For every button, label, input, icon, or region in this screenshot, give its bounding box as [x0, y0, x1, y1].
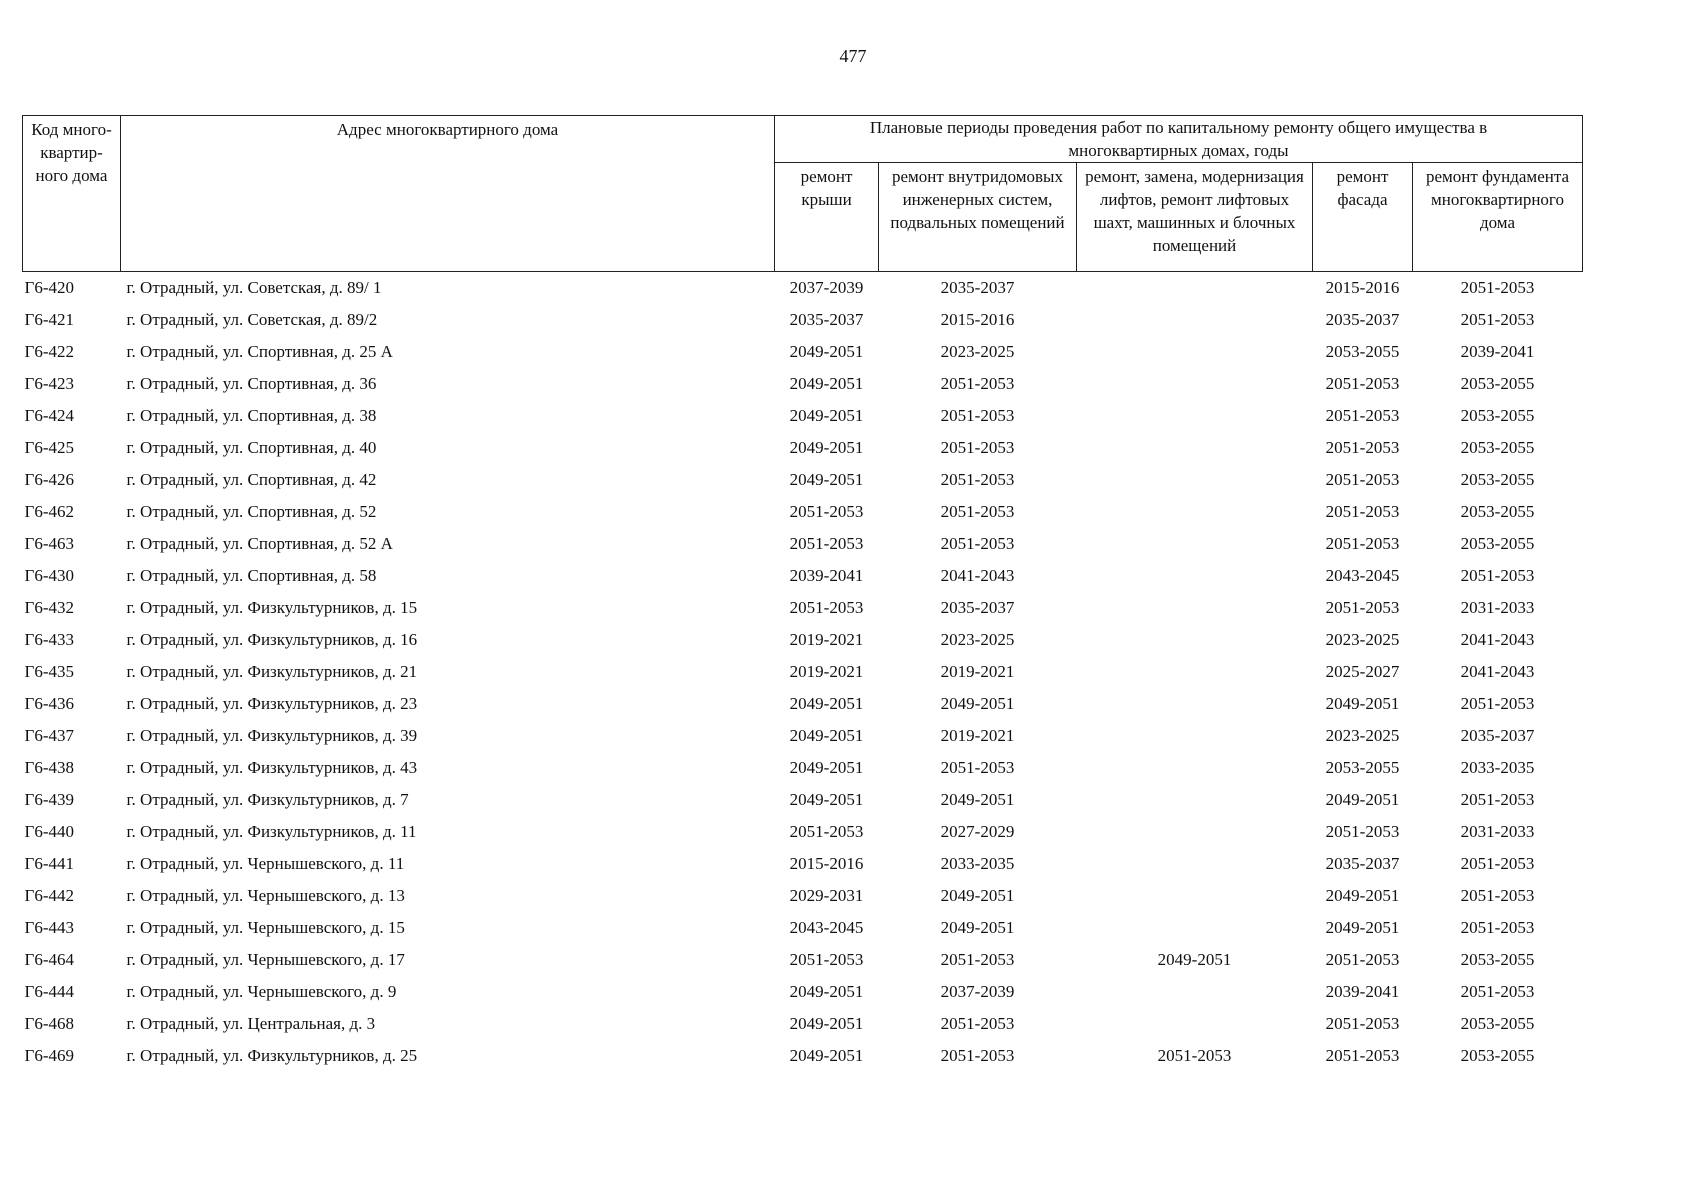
- cell-roof: 2049-2051: [789, 1014, 864, 1033]
- table-row: [23, 464, 1583, 496]
- cell-roof: 2049-2051: [789, 470, 864, 489]
- cell-facade: 2035-2037: [1325, 310, 1400, 329]
- cell-lifts: 2051-2053: [1157, 1046, 1232, 1065]
- cell-roof: 2051-2053: [789, 534, 864, 553]
- cell-facade: 2049-2051: [1325, 694, 1400, 713]
- cell-lifts: [1077, 1008, 1313, 1040]
- cell-foundation: 2053-2055: [1460, 1014, 1535, 1033]
- cell-foundation: 2053-2055: [1460, 502, 1535, 521]
- cell-roof: 2049-2051: [789, 374, 864, 393]
- header-periods: Плановые периоды проведения работ по капитальному ремонту общего имущества в многоквартирных домах, годы: [775, 116, 1583, 163]
- page-number: 477: [839, 46, 867, 66]
- cell-code: Г6-463: [24, 534, 74, 553]
- cell-engineering: 2041-2043: [940, 566, 1015, 585]
- cell-code: Г6-423: [24, 374, 74, 393]
- table-row: [23, 400, 1583, 432]
- cell-lifts: [1077, 272, 1313, 305]
- cell-foundation: 2051-2053: [1460, 694, 1535, 713]
- cell-code: Г6-462: [24, 502, 74, 521]
- cell-code: Г6-426: [24, 470, 74, 489]
- header-address: Адрес многоквартирного дома: [121, 116, 775, 272]
- cell-roof: 2049-2051: [789, 982, 864, 1001]
- cell-facade: 2051-2053: [1325, 406, 1400, 425]
- cell-code: Г6-432: [24, 598, 74, 617]
- cell-address: г. Отрадный, ул. Спортивная, д. 25 А: [126, 342, 393, 361]
- cell-code: Г6-421: [24, 310, 74, 329]
- cell-address: г. Отрадный, ул. Чернышевского, д. 9: [126, 982, 397, 1001]
- cell-roof: 2039-2041: [789, 566, 864, 585]
- repair-schedule-table: [22, 115, 1583, 1072]
- cell-lifts: 2049-2051: [1157, 950, 1232, 969]
- cell-engineering: 2035-2037: [940, 598, 1015, 617]
- table-row: [23, 656, 1583, 688]
- cell-lifts: [1077, 912, 1313, 944]
- table-row: [23, 560, 1583, 592]
- cell-roof: 2049-2051: [789, 406, 864, 425]
- cell-roof: 2019-2021: [789, 630, 864, 649]
- cell-lifts: [1077, 560, 1313, 592]
- cell-lifts: [1077, 432, 1313, 464]
- table-row: [23, 432, 1583, 464]
- cell-engineering: 2035-2037: [940, 278, 1015, 297]
- cell-facade: 2051-2053: [1325, 438, 1400, 457]
- cell-address: г. Отрадный, ул. Физкультурников, д. 25: [126, 1046, 418, 1065]
- cell-lifts: [1077, 816, 1313, 848]
- cell-lifts: [1077, 304, 1313, 336]
- cell-address: г. Отрадный, ул. Физкультурников, д. 7: [126, 790, 409, 809]
- cell-foundation: 2053-2055: [1460, 406, 1535, 425]
- table-row: [23, 496, 1583, 528]
- cell-lifts: [1077, 464, 1313, 496]
- cell-facade: 2039-2041: [1325, 982, 1400, 1001]
- cell-engineering: 2019-2021: [940, 662, 1015, 681]
- cell-lifts: [1077, 848, 1313, 880]
- table-row: [23, 944, 1583, 976]
- cell-lifts: [1077, 624, 1313, 656]
- table-header: [23, 116, 1583, 272]
- cell-lifts: [1077, 688, 1313, 720]
- cell-facade: 2053-2055: [1325, 342, 1400, 361]
- cell-code: Г6-439: [24, 790, 74, 809]
- table-row: [23, 816, 1583, 848]
- cell-foundation: 2053-2055: [1460, 374, 1535, 393]
- cell-address: г. Отрадный, ул. Спортивная, д. 52: [126, 502, 377, 521]
- cell-foundation: 2051-2053: [1460, 790, 1535, 809]
- cell-lifts: [1077, 400, 1313, 432]
- cell-code: Г6-436: [24, 694, 74, 713]
- cell-foundation: 2031-2033: [1460, 598, 1535, 617]
- cell-code: Г6-433: [24, 630, 74, 649]
- cell-foundation: 2051-2053: [1460, 886, 1535, 905]
- cell-foundation: 2051-2053: [1460, 982, 1535, 1001]
- cell-engineering: 2051-2053: [940, 406, 1015, 425]
- table-row: [23, 304, 1583, 336]
- cell-engineering: 2049-2051: [940, 694, 1015, 713]
- cell-address: г. Отрадный, ул. Центральная, д. 3: [126, 1014, 376, 1033]
- cell-roof: 2049-2051: [789, 438, 864, 457]
- cell-foundation: 2053-2055: [1460, 438, 1535, 457]
- cell-code: Г6-440: [24, 822, 74, 841]
- cell-engineering: 2051-2053: [940, 470, 1015, 489]
- cell-foundation: 2041-2043: [1460, 662, 1535, 681]
- cell-foundation: 2053-2055: [1460, 534, 1535, 553]
- cell-roof: 2049-2051: [789, 1046, 864, 1065]
- cell-engineering: 2037-2039: [940, 982, 1015, 1001]
- cell-roof: 2029-2031: [789, 886, 864, 905]
- cell-foundation: 2031-2033: [1460, 822, 1535, 841]
- cell-lifts: [1077, 368, 1313, 400]
- cell-roof: 2049-2051: [789, 790, 864, 809]
- cell-address: г. Отрадный, ул. Чернышевского, д. 15: [126, 918, 405, 937]
- table-body: [23, 272, 1583, 1073]
- cell-facade: 2023-2025: [1325, 630, 1400, 649]
- cell-engineering: 2049-2051: [940, 918, 1015, 937]
- cell-address: г. Отрадный, ул. Спортивная, д. 58: [126, 566, 377, 585]
- header-roof: ремонт крыши: [775, 163, 879, 272]
- table-row: [23, 688, 1583, 720]
- cell-engineering: 2049-2051: [940, 790, 1015, 809]
- cell-address: г. Отрадный, ул. Спортивная, д. 36: [126, 374, 377, 393]
- cell-lifts: [1077, 880, 1313, 912]
- cell-roof: 2049-2051: [789, 694, 864, 713]
- table-row: [23, 848, 1583, 880]
- cell-code: Г6-420: [24, 278, 74, 297]
- cell-engineering: 2051-2053: [940, 950, 1015, 969]
- cell-foundation: 2033-2035: [1460, 758, 1535, 777]
- cell-facade: 2053-2055: [1325, 758, 1400, 777]
- cell-engineering: 2051-2053: [940, 374, 1015, 393]
- cell-foundation: 2051-2053: [1460, 918, 1535, 937]
- cell-lifts: [1077, 976, 1313, 1008]
- cell-facade: 2049-2051: [1325, 790, 1400, 809]
- cell-roof: 2051-2053: [789, 502, 864, 521]
- cell-code: Г6-425: [24, 438, 74, 457]
- cell-engineering: 2051-2053: [940, 502, 1015, 521]
- cell-foundation: 2051-2053: [1460, 854, 1535, 873]
- cell-lifts: [1077, 656, 1313, 688]
- cell-code: Г6-424: [24, 406, 74, 425]
- cell-lifts: [1077, 752, 1313, 784]
- header-lifts: ремонт, замена, модернизация лифтов, ремонт лифтовых шахт, машинных и блочных помещений: [1077, 163, 1313, 272]
- cell-code: Г6-468: [24, 1014, 74, 1033]
- cell-roof: 2015-2016: [789, 854, 864, 873]
- table-row: [23, 784, 1583, 816]
- cell-address: г. Отрадный, ул. Физкультурников, д. 16: [126, 630, 418, 649]
- cell-roof: 2051-2053: [789, 950, 864, 969]
- cell-code: Г6-444: [24, 982, 74, 1001]
- cell-engineering: 2027-2029: [940, 822, 1015, 841]
- cell-address: г. Отрадный, ул. Советская, д. 89/2: [126, 310, 378, 329]
- cell-lifts: [1077, 784, 1313, 816]
- cell-code: Г6-430: [24, 566, 74, 585]
- cell-foundation: 2035-2037: [1460, 726, 1535, 745]
- table-row: [23, 272, 1583, 305]
- cell-address: г. Отрадный, ул. Чернышевского, д. 13: [126, 886, 405, 905]
- cell-address: г. Отрадный, ул. Физкультурников, д. 43: [126, 758, 418, 777]
- cell-code: Г6-435: [24, 662, 74, 681]
- cell-address: г. Отрадный, ул. Физкультурников, д. 21: [126, 662, 418, 681]
- cell-facade: 2051-2053: [1325, 1014, 1400, 1033]
- table-row: [23, 720, 1583, 752]
- cell-roof: 2051-2053: [789, 598, 864, 617]
- cell-address: г. Отрадный, ул. Советская, д. 89/ 1: [126, 278, 382, 297]
- cell-facade: 2023-2025: [1325, 726, 1400, 745]
- cell-foundation: 2041-2043: [1460, 630, 1535, 649]
- cell-foundation: 2053-2055: [1460, 950, 1535, 969]
- cell-facade: 2051-2053: [1325, 470, 1400, 489]
- cell-roof: 2019-2021: [789, 662, 864, 681]
- cell-roof: 2049-2051: [789, 342, 864, 361]
- cell-lifts: [1077, 528, 1313, 560]
- cell-code: Г6-438: [24, 758, 74, 777]
- cell-facade: 2051-2053: [1325, 374, 1400, 393]
- cell-facade: 2043-2045: [1325, 566, 1400, 585]
- header-foundation: ремонт фундамента многоквартирного дома: [1413, 163, 1583, 272]
- cell-lifts: [1077, 720, 1313, 752]
- cell-code: Г6-464: [24, 950, 74, 969]
- cell-roof: 2049-2051: [789, 726, 864, 745]
- table-row: [23, 1008, 1583, 1040]
- cell-code: Г6-442: [24, 886, 74, 905]
- table-row: [23, 1040, 1583, 1072]
- header-code: Код много-квартир-ного дома: [23, 116, 121, 272]
- cell-roof: 2051-2053: [789, 822, 864, 841]
- cell-code: Г6-422: [24, 342, 74, 361]
- cell-facade: 2049-2051: [1325, 918, 1400, 937]
- cell-address: г. Отрадный, ул. Физкультурников, д. 15: [126, 598, 418, 617]
- cell-address: г. Отрадный, ул. Спортивная, д. 42: [126, 470, 377, 489]
- cell-engineering: 2051-2053: [940, 534, 1015, 553]
- cell-engineering: 2051-2053: [940, 438, 1015, 457]
- cell-facade: 2049-2051: [1325, 886, 1400, 905]
- table-row: [23, 976, 1583, 1008]
- cell-facade: 2015-2016: [1325, 278, 1400, 297]
- cell-code: Г6-441: [24, 854, 74, 873]
- cell-facade: 2051-2053: [1325, 822, 1400, 841]
- cell-foundation: 2039-2041: [1460, 342, 1535, 361]
- cell-roof: 2049-2051: [789, 758, 864, 777]
- cell-engineering: 2051-2053: [940, 1014, 1015, 1033]
- cell-lifts: [1077, 336, 1313, 368]
- cell-foundation: 2051-2053: [1460, 278, 1535, 297]
- cell-facade: 2051-2053: [1325, 598, 1400, 617]
- cell-engineering: 2023-2025: [940, 630, 1015, 649]
- cell-address: г. Отрадный, ул. Физкультурников, д. 39: [126, 726, 418, 745]
- cell-facade: 2051-2053: [1325, 950, 1400, 969]
- cell-engineering: 2049-2051: [940, 886, 1015, 905]
- cell-foundation: 2053-2055: [1460, 470, 1535, 489]
- table-row: [23, 336, 1583, 368]
- cell-facade: 2051-2053: [1325, 502, 1400, 521]
- cell-address: г. Отрадный, ул. Спортивная, д. 38: [126, 406, 377, 425]
- cell-facade: 2035-2037: [1325, 854, 1400, 873]
- cell-code: Г6-437: [24, 726, 74, 745]
- cell-address: г. Отрадный, ул. Чернышевского, д. 17: [126, 950, 405, 969]
- cell-engineering: 2051-2053: [940, 758, 1015, 777]
- cell-engineering: 2051-2053: [940, 1046, 1015, 1065]
- cell-engineering: 2033-2035: [940, 854, 1015, 873]
- cell-foundation: 2051-2053: [1460, 566, 1535, 585]
- table-row: [23, 624, 1583, 656]
- table-row: [23, 368, 1583, 400]
- cell-code: Г6-443: [24, 918, 74, 937]
- header-engineering: ремонт внутридомовых инженерных систем, подвальных помещений: [879, 163, 1077, 272]
- cell-engineering: 2019-2021: [940, 726, 1015, 745]
- table-row: [23, 528, 1583, 560]
- cell-roof: 2043-2045: [789, 918, 864, 937]
- cell-engineering: 2023-2025: [940, 342, 1015, 361]
- cell-foundation: 2051-2053: [1460, 310, 1535, 329]
- cell-roof: 2035-2037: [789, 310, 864, 329]
- table-row: [23, 752, 1583, 784]
- cell-engineering: 2015-2016: [940, 310, 1015, 329]
- cell-address: г. Отрадный, ул. Спортивная, д. 40: [126, 438, 377, 457]
- cell-address: г. Отрадный, ул. Спортивная, д. 52 А: [126, 534, 393, 553]
- cell-address: г. Отрадный, ул. Физкультурников, д. 11: [126, 822, 417, 841]
- table-row: [23, 592, 1583, 624]
- cell-address: г. Отрадный, ул. Физкультурников, д. 23: [126, 694, 418, 713]
- table-row: [23, 912, 1583, 944]
- cell-lifts: [1077, 592, 1313, 624]
- table-row: [23, 880, 1583, 912]
- cell-facade: 2025-2027: [1325, 662, 1400, 681]
- cell-code: Г6-469: [24, 1046, 74, 1065]
- cell-address: г. Отрадный, ул. Чернышевского, д. 11: [126, 854, 405, 873]
- cell-roof: 2037-2039: [789, 278, 864, 297]
- cell-foundation: 2053-2055: [1460, 1046, 1535, 1065]
- header-facade: ремонт фасада: [1313, 163, 1413, 272]
- cell-facade: 2051-2053: [1325, 1046, 1400, 1065]
- cell-lifts: [1077, 496, 1313, 528]
- cell-facade: 2051-2053: [1325, 534, 1400, 553]
